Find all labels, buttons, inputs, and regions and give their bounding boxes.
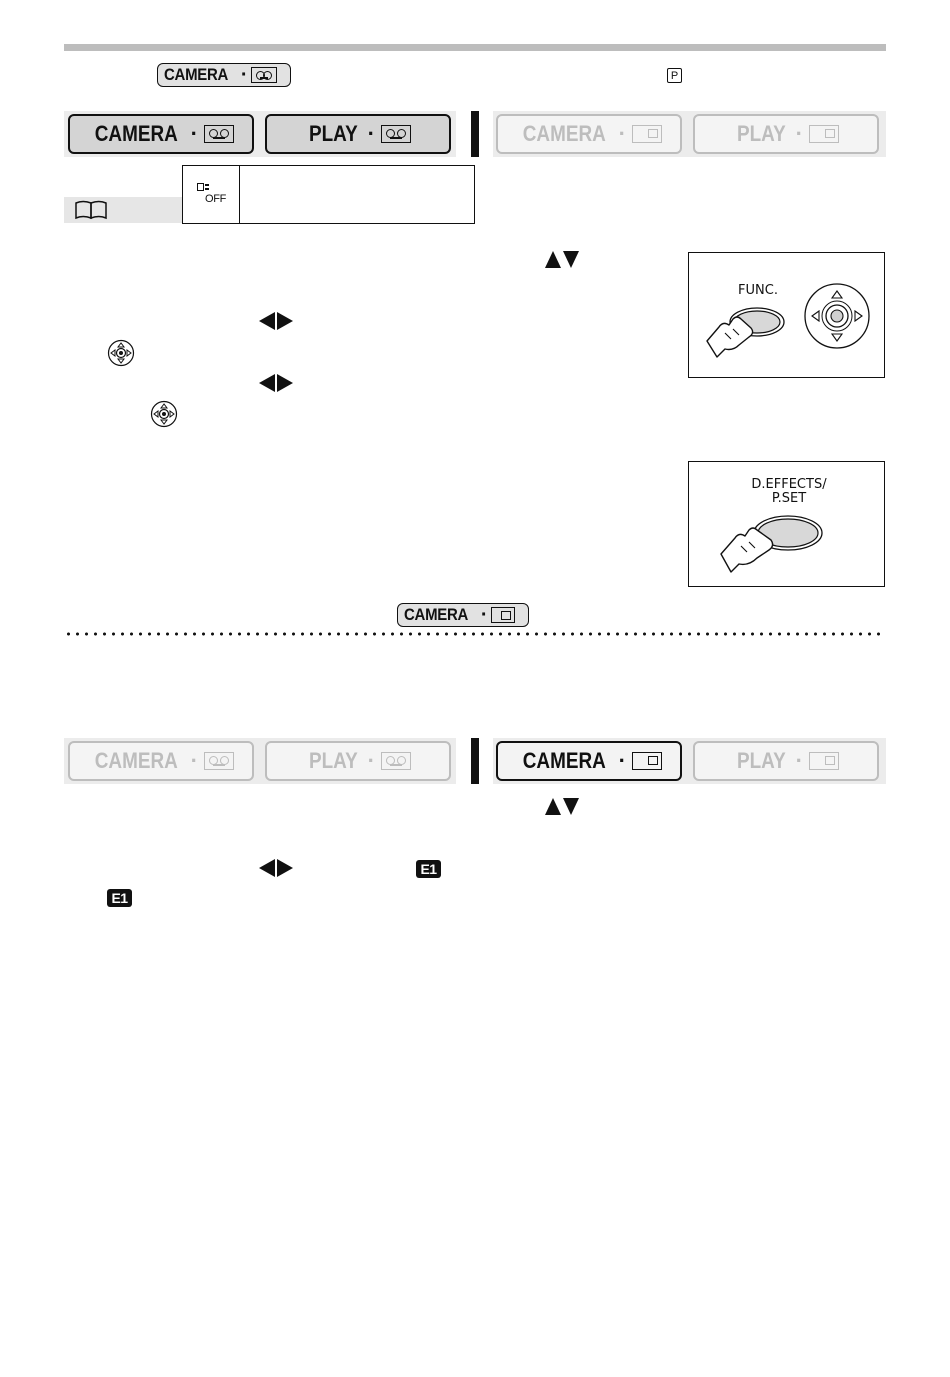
dot-separator: ·	[190, 748, 198, 773]
tab-play-tape	[265, 114, 451, 154]
dot-separator: ·	[190, 121, 198, 146]
tab-camera-tape	[68, 741, 254, 781]
top-rule	[64, 44, 886, 51]
up-down-arrows-icon	[545, 798, 579, 815]
up-down-arrows-icon	[545, 251, 579, 268]
tape-icon	[251, 67, 277, 83]
card-icon	[809, 752, 839, 770]
function-table	[182, 165, 475, 224]
tab-play-card	[693, 741, 879, 781]
tab-label: CAMERA	[522, 121, 606, 146]
effect-e1-icon	[416, 860, 441, 878]
mode-badge-label: CAMERA	[164, 65, 229, 84]
tab-play-card	[693, 114, 879, 154]
program-ae-icon	[667, 68, 682, 83]
tab-camera-card	[496, 114, 682, 154]
tab-label: PLAY	[308, 121, 358, 146]
dotted-separator	[64, 632, 886, 636]
tab-label: PLAY	[736, 121, 786, 146]
tab-label: CAMERA	[522, 748, 606, 773]
dot-separator: ·	[367, 121, 375, 146]
card-icon	[632, 752, 662, 770]
card-icon	[809, 125, 839, 143]
left-right-arrows-icon	[259, 312, 293, 330]
function-icon-cell	[183, 166, 240, 223]
dot-separator: ·	[618, 121, 626, 146]
program-ae-letter: P	[670, 69, 679, 82]
effect-e1-text: E1	[420, 861, 437, 877]
dot-separator: ·	[480, 604, 488, 626]
dot-separator: ·	[618, 748, 626, 773]
func-label: FUNC.	[738, 283, 778, 298]
tape-icon	[381, 125, 411, 143]
tab-play-tape	[265, 741, 451, 781]
func-button-illustration	[689, 253, 884, 377]
camera-card-mode-badge	[397, 603, 529, 627]
tab-label: CAMERA	[94, 121, 178, 146]
joystick-press-icon	[107, 339, 135, 367]
dot-separator: ·	[240, 64, 248, 86]
func-button-figure	[688, 252, 885, 378]
joystick-press-icon	[150, 400, 178, 428]
tab-label: CAMERA	[94, 748, 178, 773]
book-icon	[74, 200, 108, 220]
off-label: OFF	[205, 192, 227, 205]
card-icon	[632, 125, 662, 143]
effect-e1-icon	[107, 889, 132, 907]
tab-camera-tape	[68, 114, 254, 154]
left-right-arrows-icon	[259, 859, 293, 877]
effect-e1-text: E1	[111, 890, 128, 906]
camera-tape-mode-badge	[157, 63, 291, 87]
deffects-button-figure	[688, 461, 885, 587]
tape-icon	[204, 752, 234, 770]
tape-icon	[381, 752, 411, 770]
left-right-arrows-icon	[259, 374, 293, 392]
mode-badge-label: CAMERA	[404, 605, 469, 624]
dot-separator: ·	[795, 121, 803, 146]
mode-strip-divider	[471, 738, 479, 784]
reference-box	[64, 197, 182, 223]
tab-label: PLAY	[308, 748, 358, 773]
dot-separator: ·	[795, 748, 803, 773]
deffects-label-line2: P.SET	[771, 491, 807, 506]
dot-separator: ·	[367, 748, 375, 773]
tab-camera-card	[496, 741, 682, 781]
tape-icon	[204, 125, 234, 143]
mode-strip-divider	[471, 111, 479, 157]
tab-label: PLAY	[736, 748, 786, 773]
digital-effects-off-icon	[197, 183, 225, 207]
deffects-button-illustration	[689, 462, 884, 586]
deffects-label-line1: D.EFFECTS/	[751, 477, 827, 492]
card-icon	[491, 607, 515, 623]
